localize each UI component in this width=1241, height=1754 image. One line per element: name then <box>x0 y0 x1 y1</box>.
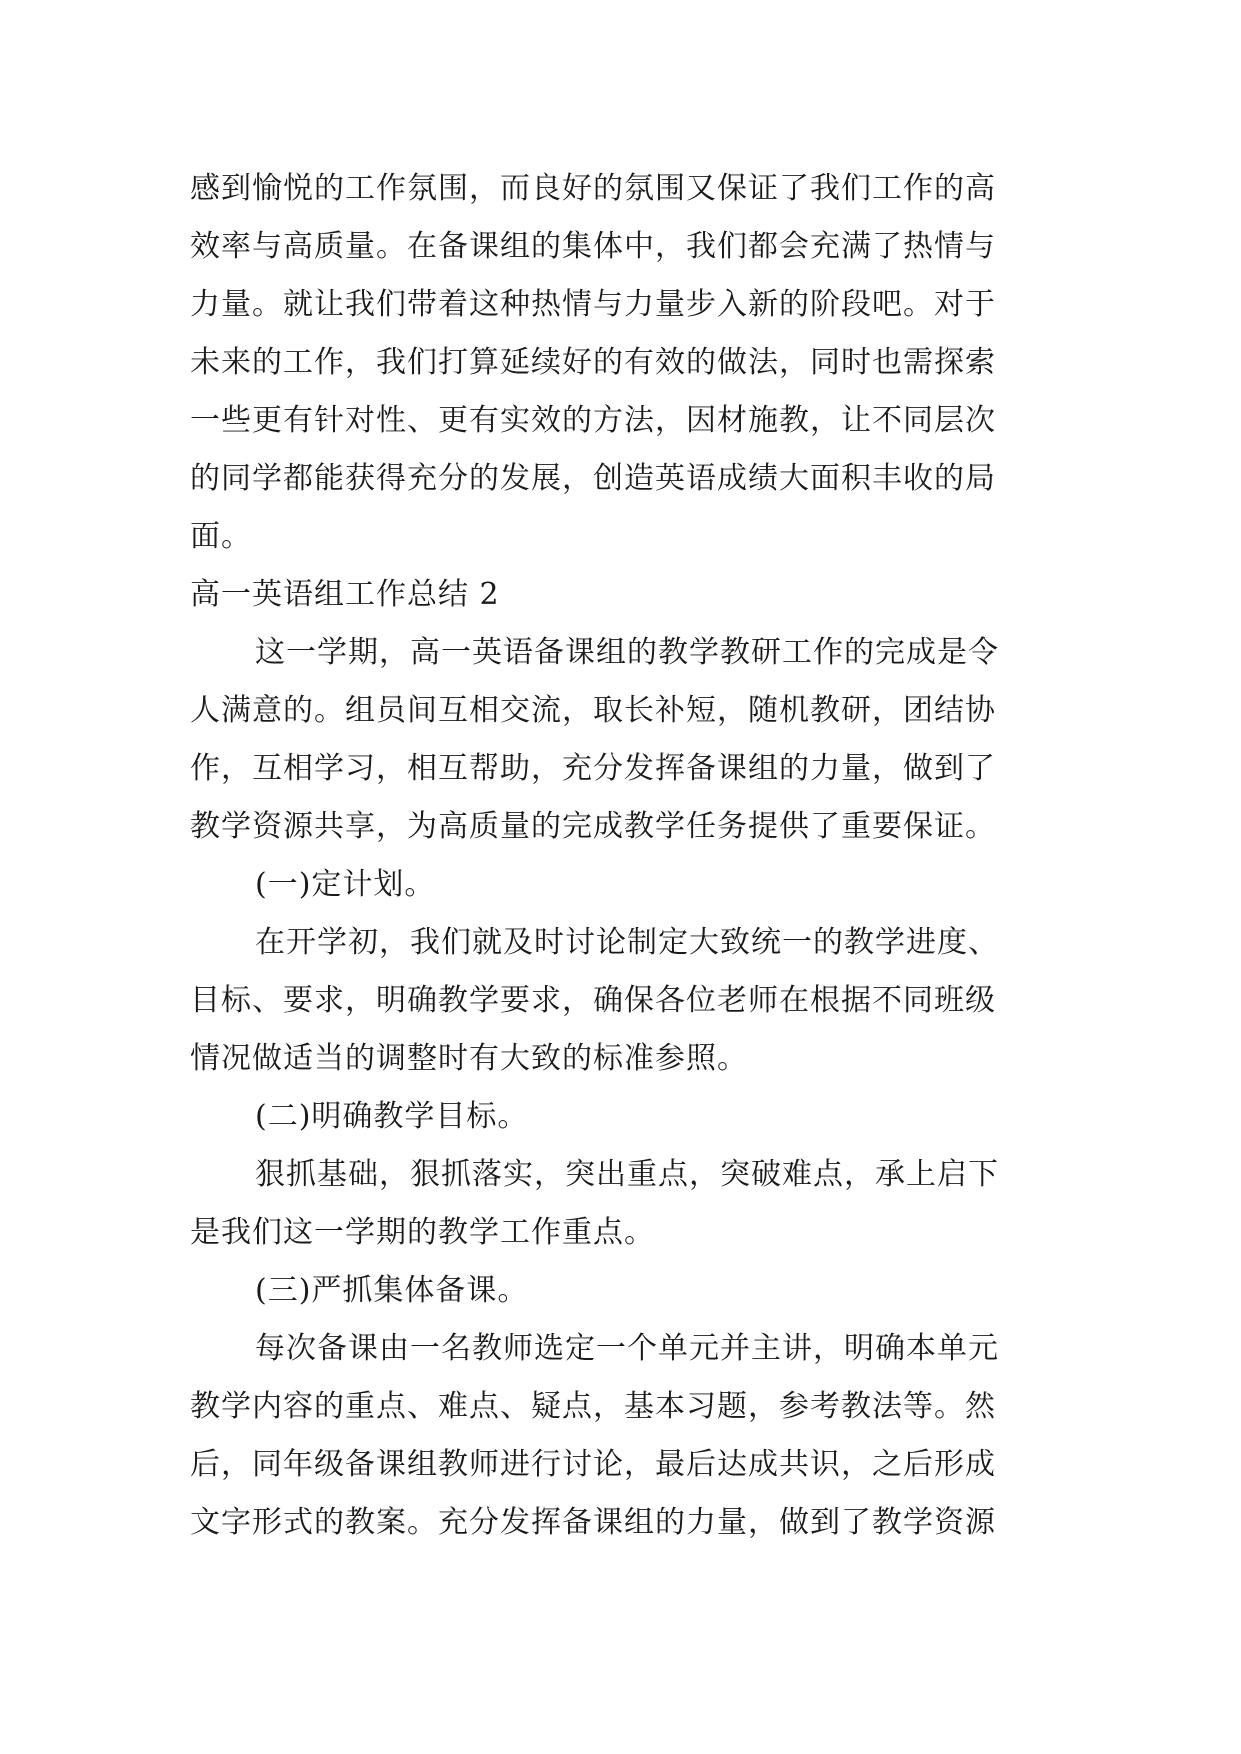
text-line: 这一学期，高一英语备课组的教学教研工作的完成是令 <box>255 635 999 670</box>
section-heading: 高一英语组工作总结 2 <box>190 577 500 612</box>
text-line: 目标、要求，明确教学要求，确保各位老师在根据不同班级 <box>190 983 996 1018</box>
text-line: 文字形式的教案。充分发挥备课组的力量，做到了教学资源 <box>190 1505 996 1540</box>
text-line: 效率与高质量。在备课组的集体中，我们都会充满了热情与 <box>190 229 996 264</box>
text-line: 一些更有针对性、更有实效的方法，因材施教，让不同层次 <box>190 403 996 438</box>
text-line: 教学内容的重点、难点、疑点，基本习题，参考教法等。然 <box>190 1389 996 1424</box>
text-line: 后，同年级备课组教师进行讨论，最后达成共识，之后形成 <box>190 1447 996 1482</box>
text-line: (三)严抓集体备课。 <box>255 1273 529 1308</box>
text-line: (一)定计划。 <box>255 867 436 902</box>
text-line: 未来的工作，我们打算延续好的有效的做法，同时也需探索 <box>190 345 996 380</box>
text-line: 的同学都能获得充分的发展，创造英语成绩大面积丰收的局 <box>190 461 996 496</box>
text-line: 力量。就让我们带着这种热情与力量步入新的阶段吧。对于 <box>190 287 996 322</box>
text-line: 面。 <box>190 519 252 554</box>
text-line: (二)明确教学目标。 <box>255 1099 529 1134</box>
text-line: 每次备课由一名教师选定一个单元并主讲，明确本单元 <box>255 1331 999 1366</box>
text-line: 教学资源共享，为高质量的完成教学任务提供了重要保证。 <box>190 809 996 844</box>
document-body <box>190 160 1070 1552</box>
text-line: 作，互相学习，相互帮助，充分发挥备课组的力量，做到了 <box>190 751 996 786</box>
text-line: 是我们这一学期的教学工作重点。 <box>190 1215 655 1250</box>
text-line: 情况做适当的调整时有大致的标准参照。 <box>190 1041 748 1076</box>
text-line: 人满意的。组员间互相交流，取长补短，随机教研，团结协 <box>190 693 996 728</box>
text-line: 在开学初，我们就及时讨论制定大致统一的教学进度、 <box>255 925 999 960</box>
text-line: 狠抓基础，狠抓落实，突出重点，突破难点，承上启下 <box>255 1157 999 1192</box>
text-line: 感到愉悦的工作氛围，而良好的氛围又保证了我们工作的高 <box>190 171 996 206</box>
